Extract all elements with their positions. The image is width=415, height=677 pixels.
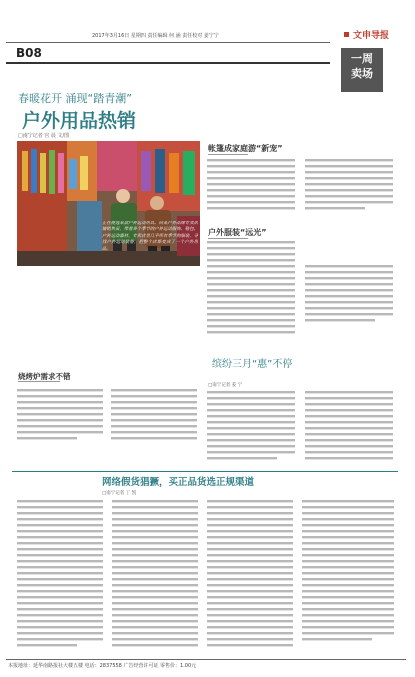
clothing-body [207,241,397,341]
tents-body [207,159,397,213]
photo-caption: 正在挑选某款户外运动用具。同某户外品牌专卖店铺销售员，带着各个季节的户外运动服饰、鞋包、户外运动器材，专卖店里几乎所有季节的服装、寻找户外运动装备，把整个店都变成了一个户外用品。 [102,221,198,252]
column-label: 一周 卖场 [351,52,373,80]
footer-rule [6,659,406,660]
section-title-march-deals: 缤纷三月“惠”不停 [212,359,293,370]
header-rule [6,42,330,43]
kicker: 春暖花开 涌现“踏青潮” [18,92,132,105]
headline-title: 户外用品热销 [22,110,137,132]
page-number: B08 [16,46,42,60]
byline: □南宁记者 宫 晨 文/图 [18,133,70,139]
page-number-rule [6,62,330,64]
section-rule-grills [18,381,60,382]
section-title-tents: 帐篷成家庭游“新宠” [208,144,283,153]
masthead: 文申导报 [353,31,390,41]
masthead-mark [344,32,349,37]
grills-body [17,389,200,449]
section-title-grills: 烧烤炉需求不错 [18,372,71,381]
bottom-headline: 网络假货猖獗，买正品货选正规渠道 [102,477,255,488]
issue-info: 2017年3月16日 星期四 责任编辑 何 涵 责任校对 姜宁宁 [92,33,219,39]
section-rule-clothing [208,238,248,239]
march-deals-body [207,391,397,466]
bottom-rule [12,471,398,472]
section-rule-tents [208,154,248,155]
march-deals-byline: □南宁记者 姜 宁 [208,383,243,388]
section-title-clothing: 户外服装“远光” [208,228,267,237]
footer-text: 本报地址：延华南路报社大楼五楼 电话：2837558 广告经营许可证 零售价：1.00元 [8,663,197,669]
bottom-byline: □南宁记者 丁 凯 [102,491,137,496]
bottom-body [17,500,402,657]
